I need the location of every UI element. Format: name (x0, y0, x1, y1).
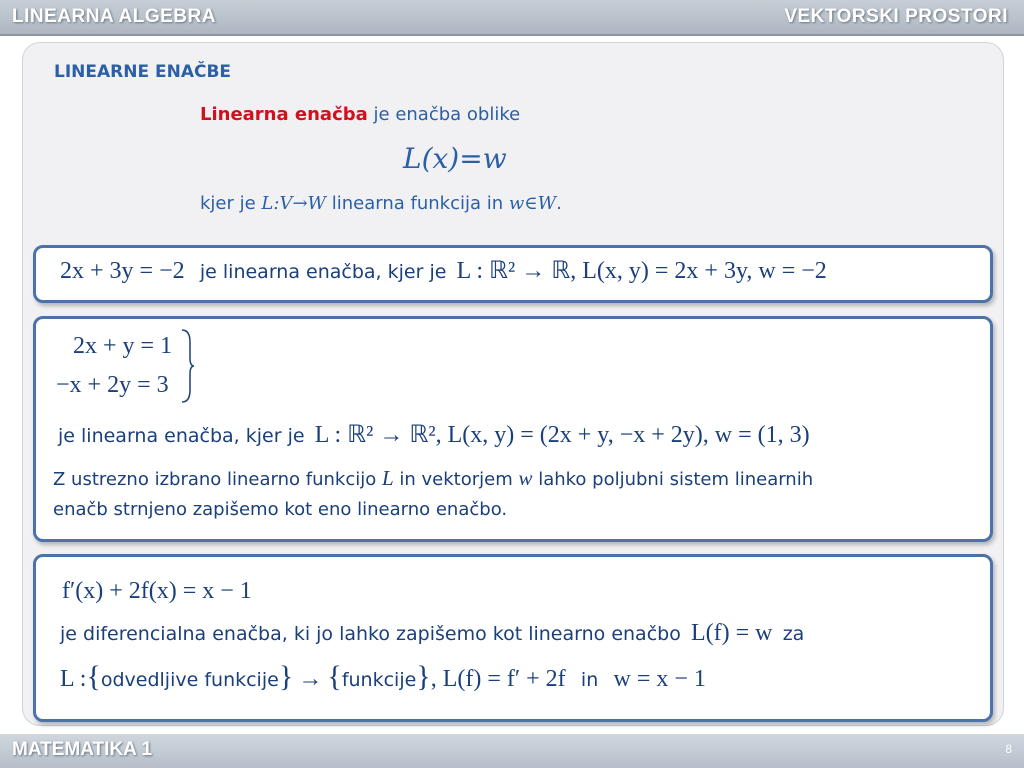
left-brace-icon: { (86, 660, 101, 693)
general-equation: L(x)=w (403, 142, 507, 175)
example-3-line (60, 620, 804, 647)
example-3-set2: funkcije (341, 669, 417, 691)
example-2-text: je linearna enačba, kjer je (58, 425, 305, 447)
example-3-L: L : (60, 666, 87, 692)
header-chapter-title: VEKTORSKI PROSTORI (784, 6, 1008, 27)
example-3-in: in (580, 669, 599, 691)
definition-kjer-line (200, 193, 562, 214)
example-3-za: za (782, 623, 805, 645)
right-brace-icon-2: } (416, 660, 431, 693)
example-3-text-math: L(f) = w (691, 620, 773, 646)
definition-term: Linearna enačba (200, 104, 368, 125)
kjer-map: L:V→W (261, 193, 327, 214)
kjer-mid: linearna funkcija in (331, 193, 509, 214)
example-1-line (60, 256, 827, 285)
example-3-arrow: → (298, 666, 323, 692)
example-3-def: , L(f) = f′ + 2f (430, 666, 566, 692)
para-part-b: in vektorjem (393, 469, 519, 490)
right-brace-icon: } (278, 660, 294, 693)
kjer-membership: w∈W (508, 193, 557, 214)
para-part-a: Z ustrezno izbrano linearno funkcijo (53, 469, 382, 490)
definition-line (200, 104, 520, 125)
kjer-prefix: kjer je (200, 193, 262, 214)
example-2-paragraph (53, 463, 953, 525)
definition-rest: je enačba oblike (367, 104, 521, 125)
kjer-end: . (556, 193, 562, 214)
right-brace-icon (180, 328, 194, 404)
para-part-c: lahko poljubni sistem linearnih (532, 469, 814, 490)
example-2-eq2: −x + 2y = 3 (56, 372, 169, 398)
example-2-eq1: 2x + y = 1 (73, 333, 173, 359)
left-brace-icon-2: { (327, 660, 342, 693)
example-3-text: je diferencialna enačba, ki jo lahko zapišemo kot linearno enačbo (60, 623, 681, 645)
header-course-title: LINEARNA ALGEBRA (12, 6, 216, 27)
example-1-map: L : ℝ² → ℝ, L(x, y) = 2x + 3y, w = −2 (456, 258, 827, 284)
example-3-set1: odvedljive funkcije (100, 669, 279, 691)
example-2-map: L : ℝ² → ℝ², L(x, y) = (2x + y, −x + 2y), w = (1, 3) (314, 422, 810, 448)
page-number: 8 (1005, 742, 1012, 756)
section-title: LINEARNE ENAČBE (54, 62, 232, 82)
header-bar (0, 0, 1024, 36)
example-3-w: w = x − 1 (613, 666, 706, 692)
example-3-map-line (60, 660, 706, 694)
system-brace (180, 328, 194, 404)
example-1-text: je linearna enačba, kjer je (199, 261, 447, 283)
para-L: L (381, 466, 394, 490)
example-1-equation: 2x + 3y = −2 (60, 258, 185, 284)
example-3-equation: f′(x) + 2f(x) = x − 1 (62, 578, 252, 604)
para-w: w (518, 466, 533, 490)
footer-course: MATEMATIKA 1 (12, 739, 153, 760)
example-2-line (58, 420, 810, 449)
footer-bar (0, 734, 1024, 768)
para-part-d: enačb strnjeno zapišemo kot eno linearno enačbo. (53, 499, 508, 520)
